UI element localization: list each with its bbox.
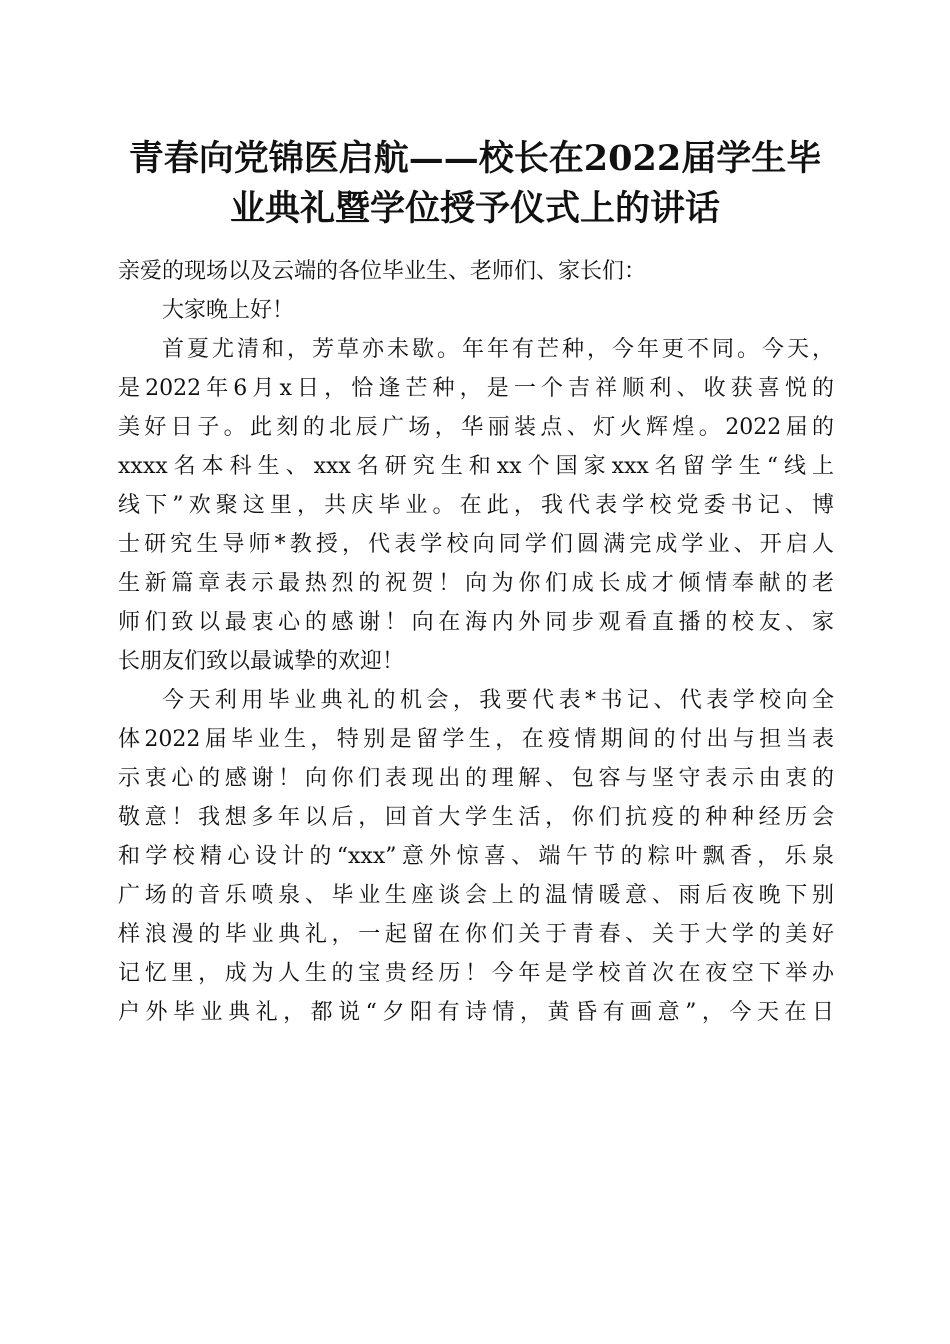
paragraph-line: 生新篇章表示最热烈的祝贺！向为你们成长成才倾情奉献的老 — [118, 571, 834, 596]
paragraph-line: 美好日子。此刻的北辰广场，华丽装点、灯火辉煌。2022届的 — [118, 415, 834, 440]
paragraph-line: 示衷心的感谢！向你们表现出的理解、包容与坚守表示由衷的 — [118, 766, 834, 791]
paragraph-line: 师们致以最衷心的感谢！向在海内外同步观看直播的校友、家 — [118, 610, 834, 635]
paragraph-line: xxxx名本科生、xxx名研究生和xx个国家xxx名留学生“线上 — [118, 454, 834, 479]
paragraph-line: 敬意！我想多年以后，回首大学生活，你们抗疫的种种经历会 — [118, 805, 834, 830]
paragraph-1 — [118, 330, 834, 681]
greeting: 大家晚上好！ — [162, 298, 295, 323]
paragraph-line: 广场的音乐喷泉、毕业生座谈会上的温情暖意、雨后夜晚下别 — [118, 883, 834, 908]
paragraph-line: 户外毕业典礼，都说“夕阳有诗情，黄昏有画意”，今天在日 — [118, 1000, 834, 1025]
paragraph-line: 是2022年6月x日，恰逢芒种，是一个吉祥顺利、收获喜悦的 — [118, 376, 834, 401]
paragraph-line: 今天利用毕业典礼的机会，我要代表*书记、代表学校向全 — [162, 688, 834, 713]
title-line-2: 业典礼暨学位授予仪式上的讲话 — [229, 188, 720, 229]
paragraph-line: 样浪漫的毕业典礼，一起留在你们关于青春、关于大学的美好 — [118, 922, 834, 947]
document-body — [118, 252, 834, 1032]
paragraph-line: 士研究生导师*教授，代表学校向同学们圆满完成学业、开启人 — [118, 532, 834, 557]
title-line-1: 青春向党锦医启航——校长在2022届学生毕 — [128, 138, 822, 179]
paragraph-line: 记忆里，成为人生的宝贵经历！今年是学校首次在夜空下举办 — [118, 961, 834, 986]
paragraph-line: 首夏尤清和，芳草亦未歇。年年有芒种，今年更不同。今天， — [162, 337, 834, 362]
paragraph-2 — [118, 681, 834, 1032]
paragraph-line: 和学校精心设计的“xxx”意外惊喜、端午节的粽叶飘香，乐泉 — [118, 844, 834, 869]
paragraph-line: 线下”欢聚这里，共庆毕业。在此，我代表学校党委书记、博 — [118, 493, 834, 518]
document-title — [100, 134, 850, 234]
paragraph-line: 长朋友们致以最诚挚的欢迎！ — [118, 649, 405, 674]
paragraph-line: 体2022届毕业生，特别是留学生，在疫情期间的付出与担当表 — [118, 727, 834, 752]
salutation: 亲爱的现场以及云端的各位毕业生、老师们、家长们： — [118, 259, 647, 284]
